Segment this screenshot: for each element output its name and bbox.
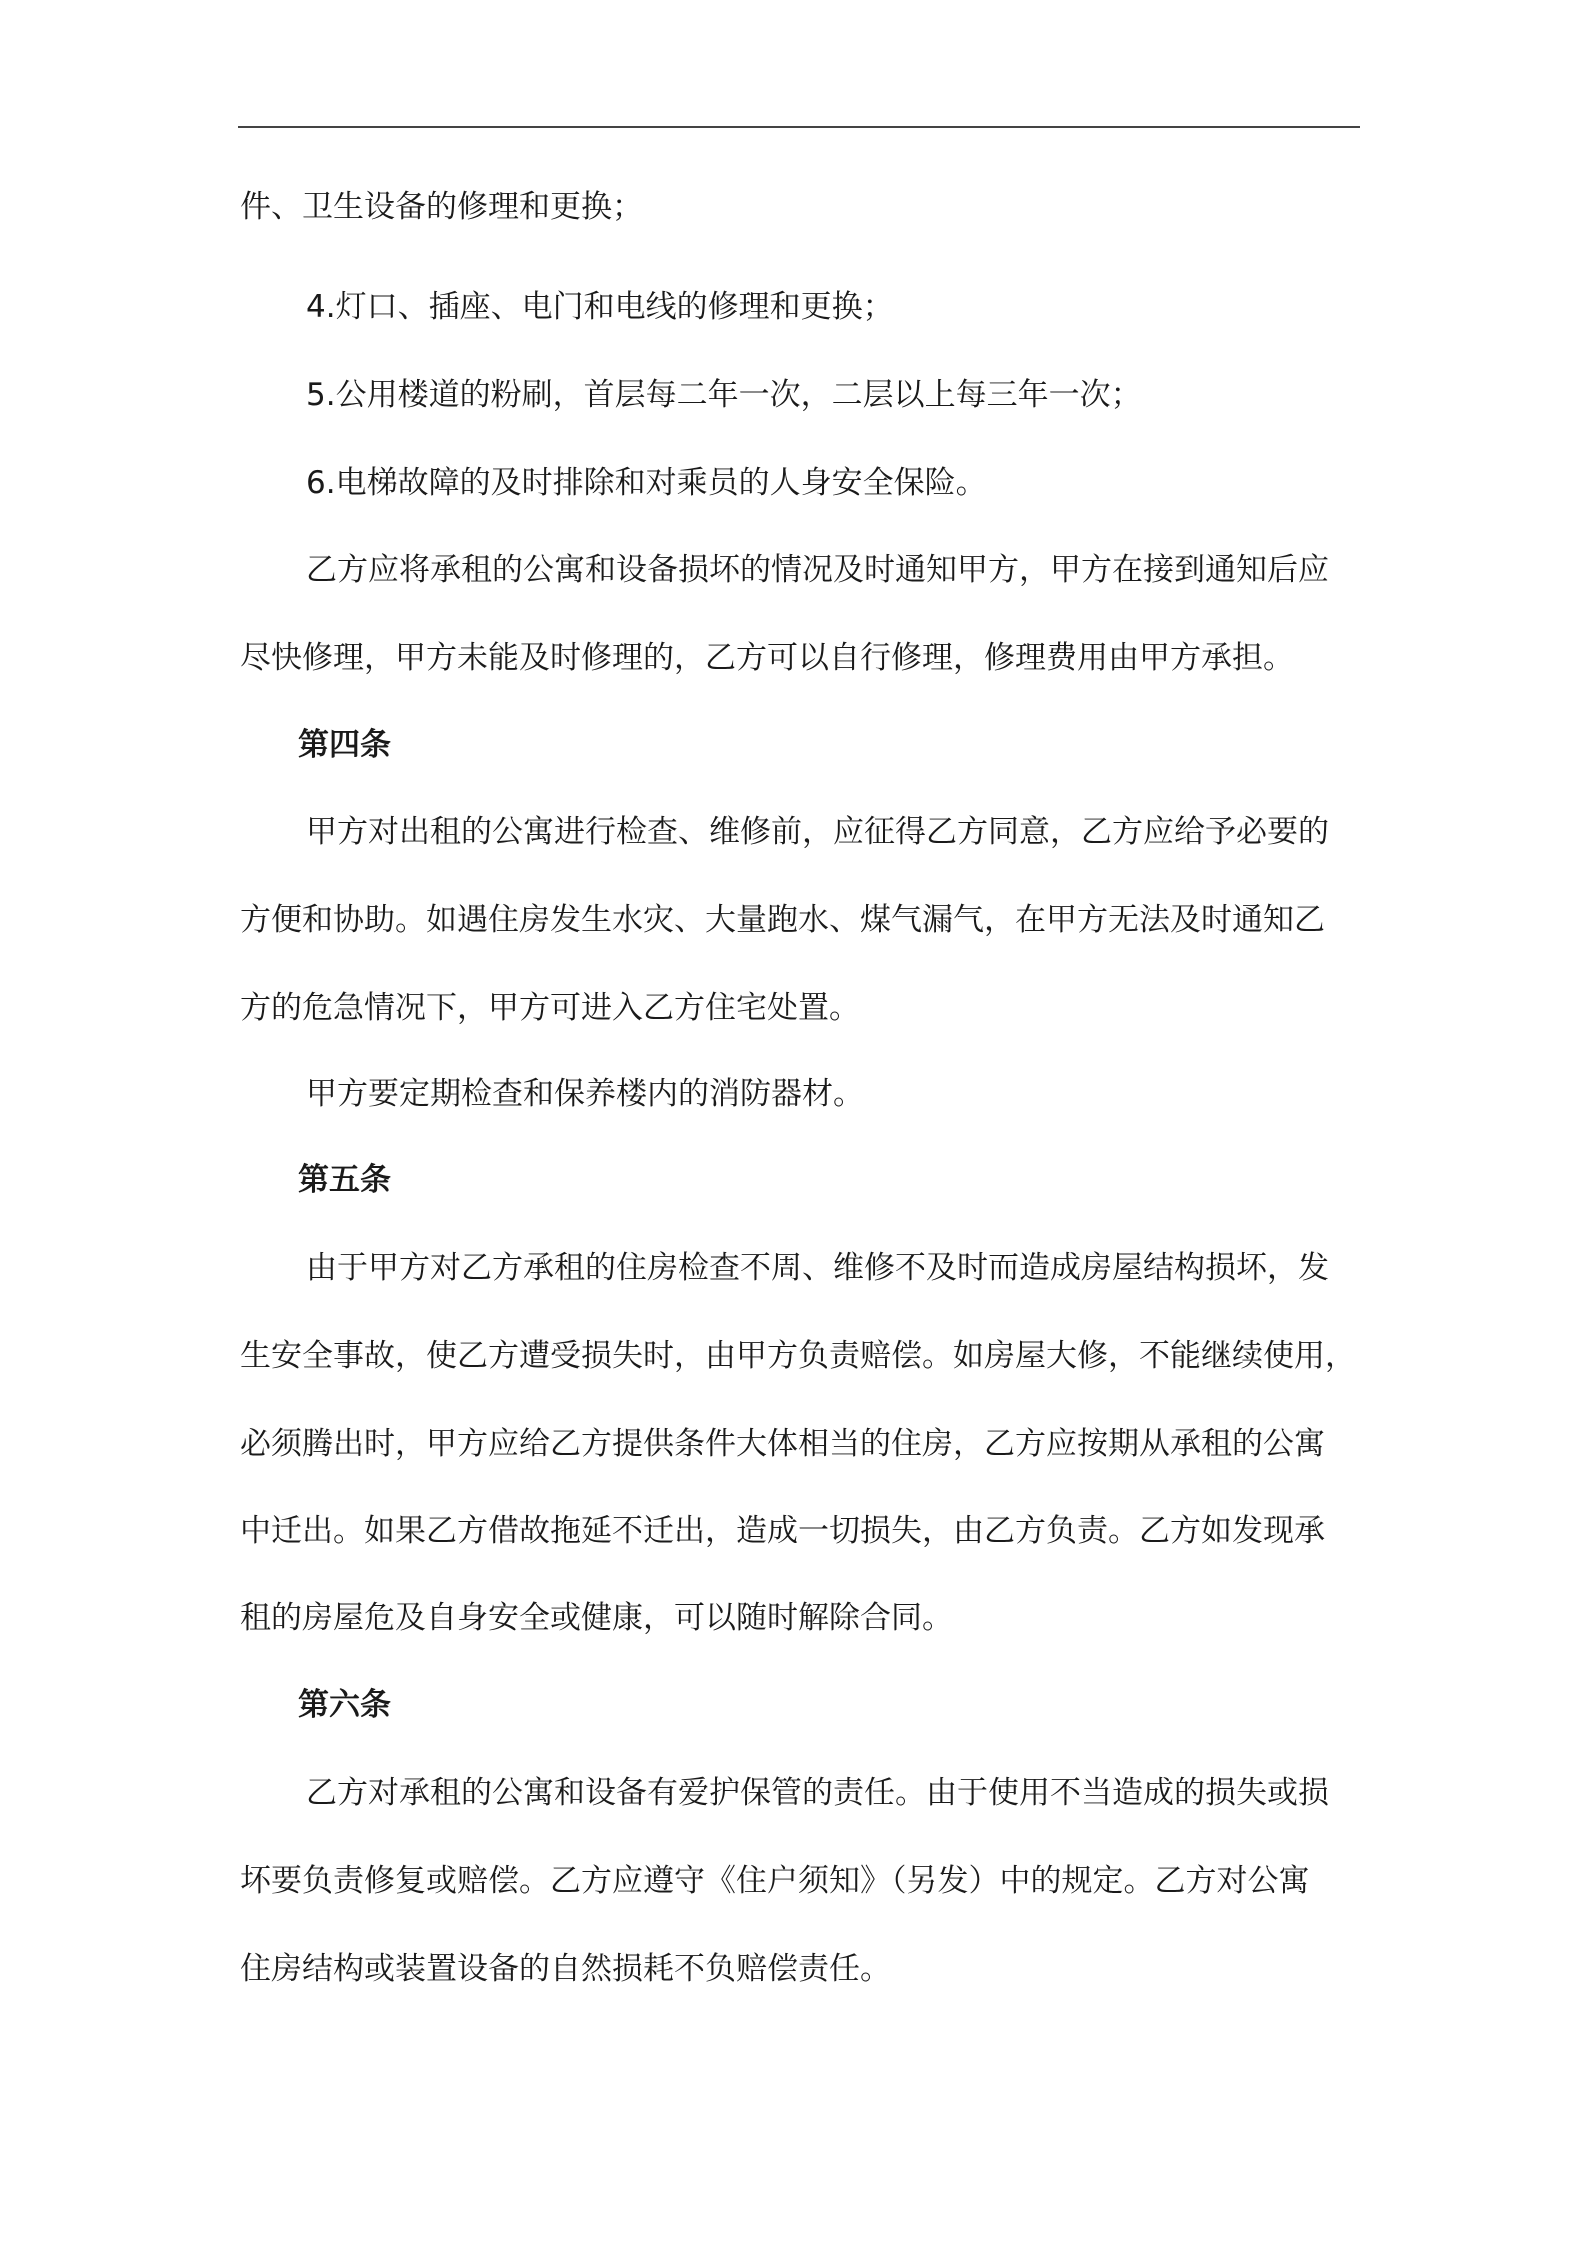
paragraph-line: 租的房屋危及自身安全或健康，可以随时解除合同。 bbox=[240, 1600, 953, 1636]
paragraph-line: 乙方应将承租的公寓和设备损坏的情况及时通知甲方，甲方在接到通知后应 bbox=[306, 552, 1329, 588]
list-item-6: 6.电梯故障的及时排除和对乘员的人身安全保险。 bbox=[306, 465, 987, 501]
list-item-4: 4.灯口、插座、电门和电线的修理和更换； bbox=[306, 289, 894, 325]
paragraph-line: 件、卫生设备的修理和更换； bbox=[240, 189, 643, 225]
paragraph-line: 坏要负责修复或赔偿。乙方应遵守《住户须知》（另发）中的规定。乙方对公寓 bbox=[240, 1863, 1310, 1899]
paragraph-line: 生安全事故，使乙方遭受损失时，由甲方负责赔偿。如房屋大修，不能继续使用， bbox=[240, 1338, 1356, 1374]
paragraph-line: 中迁出。如果乙方借故拖延不迁出，造成一切损失，由乙方负责。乙方如发现承 bbox=[240, 1513, 1325, 1549]
paragraph-line: 乙方对承租的公寓和设备有爱护保管的责任。由于使用不当造成的损失或损 bbox=[306, 1775, 1329, 1811]
header-rule bbox=[238, 126, 1360, 128]
paragraph-line: 住房结构或装置设备的自然损耗不负赔偿责任。 bbox=[240, 1951, 891, 1987]
article-heading-4: 第四条 bbox=[298, 727, 391, 763]
paragraph-line: 甲方要定期检查和保养楼内的消防器材。 bbox=[306, 1076, 864, 1112]
article-heading-5: 第五条 bbox=[298, 1162, 391, 1198]
paragraph-line: 甲方对出租的公寓进行检查、维修前，应征得乙方同意，乙方应给予必要的 bbox=[306, 814, 1329, 850]
paragraph-line: 方便和协助。如遇住房发生水灾、大量跑水、煤气漏气，在甲方无法及时通知乙 bbox=[240, 902, 1325, 938]
paragraph-line: 由于甲方对乙方承租的住房检查不周、维修不及时而造成房屋结构损坏，发 bbox=[306, 1250, 1329, 1286]
article-heading-6: 第六条 bbox=[298, 1687, 391, 1723]
list-item-5: 5.公用楼道的粉刷，首层每二年一次，二层以上每三年一次； bbox=[306, 377, 1142, 413]
paragraph-line: 方的危急情况下，甲方可进入乙方住宅处置。 bbox=[240, 990, 860, 1026]
paragraph-line: 尽快修理，甲方未能及时修理的，乙方可以自行修理，修理费用由甲方承担。 bbox=[240, 640, 1294, 676]
paragraph-line: 必须腾出时，甲方应给乙方提供条件大体相当的住房，乙方应按期从承租的公寓 bbox=[240, 1426, 1325, 1462]
